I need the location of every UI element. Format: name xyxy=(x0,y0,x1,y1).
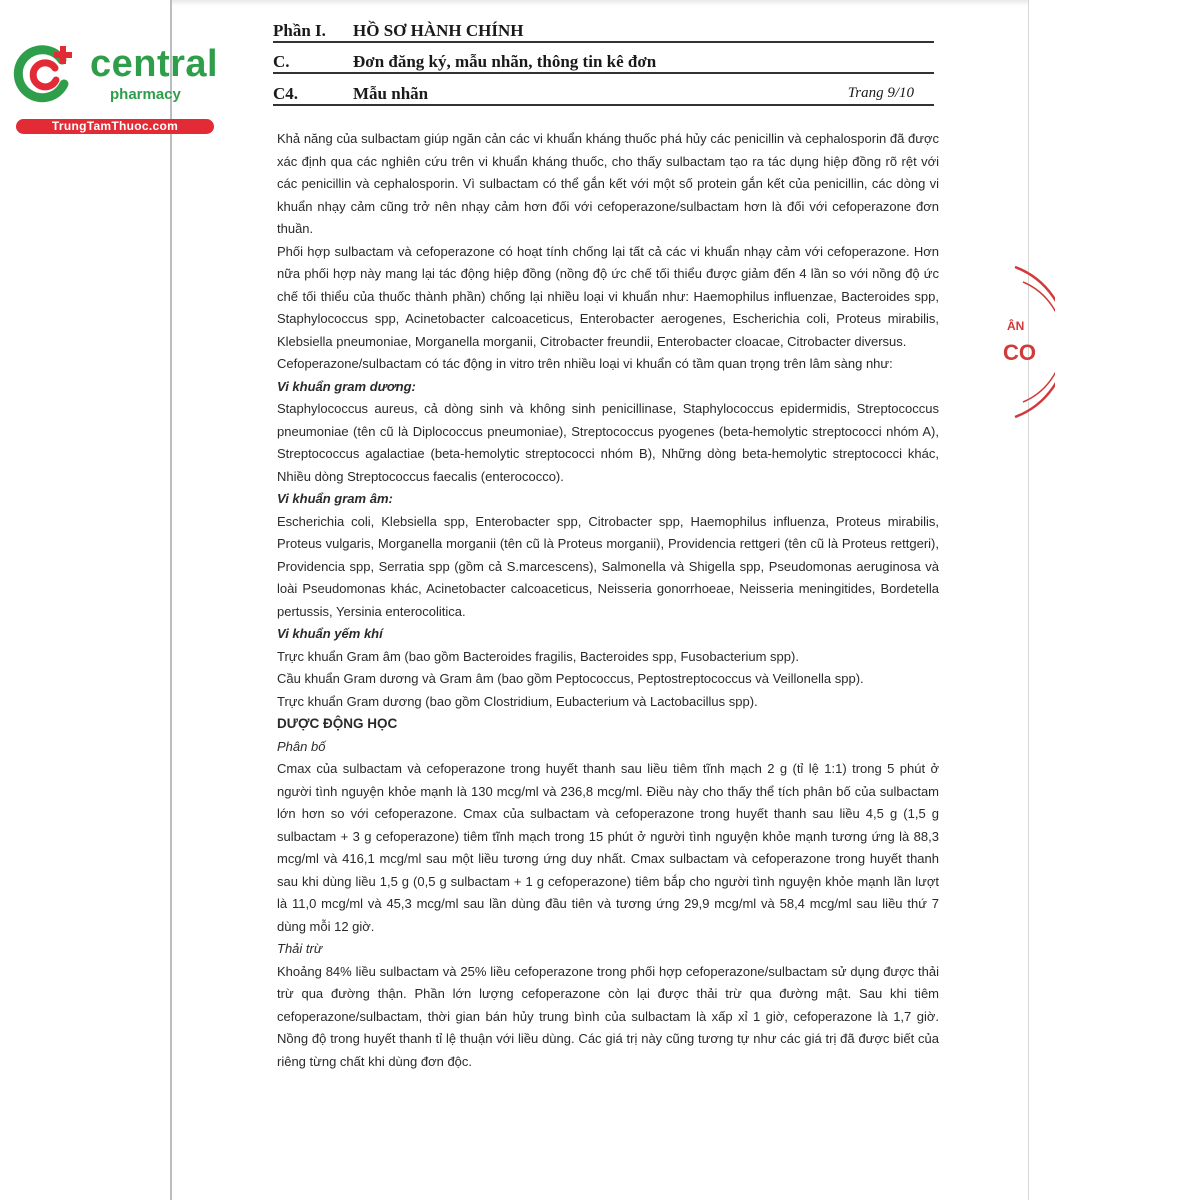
page-right-border xyxy=(1028,0,1029,1200)
page-number: Trang 9/10 xyxy=(847,85,914,101)
subheading-elimination: Thải trừ xyxy=(277,941,323,956)
brand-subtitle: pharmacy xyxy=(110,86,181,103)
pharmacy-c-cross-icon xyxy=(10,38,82,110)
central-pharmacy-logo[interactable] xyxy=(10,38,219,138)
header-row-subsection xyxy=(273,77,934,107)
website-badge[interactable]: TrungTamThuoc.com xyxy=(16,119,214,134)
heading-gram-negative: Vi khuẩn gram âm: xyxy=(277,491,393,506)
header-row-part xyxy=(273,14,934,44)
svg-text:CO: CO xyxy=(1003,340,1036,365)
header-title: Mẫu nhãn xyxy=(353,84,429,103)
subheading-distribution: Phân bố xyxy=(277,738,326,754)
paragraph: Staphylococcus aureus, cả dòng sinh và không sinh penicillinase, Staphylococcus epidermidis, Streptococcus pneumoniae (tên cũ là Diplococcus pneumoniae), Streptococcus pyogenes (beta-hemolytic streptococci nhóm A), Streptococcus agalactiae (beta-hemolytic streptococci nhóm B), Những dòng beta-hemolytic streptococci khác, Nhiều dòng Streptococcus faecalis (enterococco). xyxy=(277,401,939,484)
paragraph: Trực khuẩn Gram dương (bao gồm Clostridium, Eubacterium và Lactobacillus spp). xyxy=(277,693,758,709)
red-seal-stamp-icon xyxy=(995,262,1055,422)
paragraph: Cefoperazone/sulbactam có tác động in vitro trên nhiều loại vi khuẩn có tầm quan trọng trên lâm sàng như: xyxy=(277,356,893,371)
paragraph: Cmax của sulbactam và cefoperazone trong huyết thanh sau liều tiêm tĩnh mạch 2 g (tỉ lệ 1:1) trong 5 phút ở người tình nguyện khỏe mạnh là 130 mcg/ml và 236,8 mcg/ml. Điều này cho thấy thể tích phân bố của sulbactam lớn hơn so với cefoperazone. Cmax của sulbactam và cefoperazone trong huyết thanh sau liều 4,5 g (1,5 g sulbactam + 3 g cefoperazone) tiêm tĩnh mạch trong 15 phút ở người tình nguyện khỏe mạnh tương ứng là 88,3 mcg/ml và 416,1 mcg/ml sau một liều tương ứng duy nhất. Cmax sulbactam và cefoperazone trong huyết thanh sau khi dùng liều 1,5 g (0,5 g sulbactam + 1 g cefoperazone) tiêm bắp cho người tình nguyện khỏe mạnh lần lượt là 11,0 mcg/ml và 45,3 mcg/ml sau lần dùng đầu tiên và tương ứng 29,9 mcg/ml và 58,4 mcg/ml sau liều thứ 7 dùng mỗi 12 giờ. xyxy=(277,761,939,934)
paragraph: Phối hợp sulbactam và cefoperazone có hoạt tính chống lại tất cả các vi khuẩn nhạy cảm với cefoperazone. Hơn nữa phối hợp này mang lại tác động hiệp đồng (nồng độ ức chế tối thiểu được giảm đến 4 lần so với nồng độ ức chế tối thiểu của thuốc thành phần) chống lại nhiều loại vi khuẩn như: Haemophilus influenzae, Bacteroides spp, Staphylococcus spp, Acinetobacter calcoaceticus, Enterobacter aerogenes, Escherichia coli, Proteus mirabilis, Klebsiella pneumoniae, Morganella morganii, Citrobacter freundii, Enterobacter cloacae, Citrobacter diversus. xyxy=(277,243,939,349)
section-heading-pharmacokinetics: DƯỢC ĐỘNG HỌC xyxy=(277,716,398,731)
page-left-border xyxy=(170,0,172,1200)
header-code: C. xyxy=(273,52,290,71)
header-row-section xyxy=(273,45,934,75)
header-divider xyxy=(273,104,934,106)
paragraph: Khoảng 84% liều sulbactam và 25% liều cefoperazone trong phối hợp cefoperazone/sulbactam sử dụng được thải trừ qua đường thận. Phần lớn lượng cefoperazone còn lại được thải trừ qua đường mật. Sau khi tiêm cefoperazone/sulbactam, thời gian bán hủy trung bình của sulbactam là xấp xỉ 1 giờ, cefoperazone là 1,7 giờ. Nồng độ trong huyết thanh tỉ lệ thuận với liều dùng. Các giá trị này cũng tương tự như các giá trị đã được biết của riêng từng chất khi dùng đơn độc. xyxy=(277,963,939,1069)
page-top-shadow xyxy=(172,0,1028,6)
header-title: Đơn đăng ký, mẫu nhãn, thông tin kê đơn xyxy=(353,52,657,71)
svg-text:ÂN: ÂN xyxy=(1007,319,1025,333)
paragraph: Khả năng của sulbactam giúp ngăn cản các vi khuẩn kháng thuốc phá hủy các penicillin và cephalosporin đã được xác định qua các nghiên cứu trên vi khuẩn kháng thuốc, cho thấy sulbactam tạo ra tác dụng hiệp đồng rõ rệt với các penicillin và cephalosporin. Vì sulbactam có thể gắn kết với một số protein gắn kết của penicillin, các dòng vi khuẩn nhạy cảm cũng trở nên nhạy cảm hơn đối với cefoperazone/sulbactam hơn là đối với cefoperazone đơn thuần. xyxy=(277,131,939,236)
heading-anaerobes: Vi khuẩn yếm khí xyxy=(277,626,383,641)
paragraph: Trực khuẩn Gram âm (bao gồm Bacteroides fragilis, Bacteroides spp, Fusobacterium spp). xyxy=(277,648,799,664)
header-title: HỒ SƠ HÀNH CHÍNH xyxy=(353,21,524,40)
document-body xyxy=(277,128,939,1073)
header-divider xyxy=(273,72,934,74)
header-code: C4. xyxy=(273,84,299,103)
brand-name: central xyxy=(90,43,219,85)
paragraph: Escherichia coli, Klebsiella spp, Enterobacter spp, Citrobacter spp, Haemophilus influenza, Proteus mirabilis, Proteus vulgaris, Morganella morganii (tên cũ là Proteus morganii), Providencia rettgeri (tên cũ là Proteus rettgeri), Providencia spp, Serratia spp (gồm cả S.marcescens), Salmonella và Shigella spp, Pseudomonas aeruginosa và loài Pseudomonas khác, Acinetobacter calcoaceticus, Neisseria gonorrhoeae, Neisseria meningitides, Bordetella pertussis, Yersinia enterocolitica. xyxy=(277,513,939,619)
paragraph: Cầu khuẩn Gram dương và Gram âm (bao gồm Peptococcus, Peptostreptococcus và Veillonella spp). xyxy=(277,671,864,686)
header-divider xyxy=(273,41,934,43)
heading-gram-positive: Vi khuẩn gram dương: xyxy=(277,378,416,394)
header-code: Phần I. xyxy=(273,21,326,40)
